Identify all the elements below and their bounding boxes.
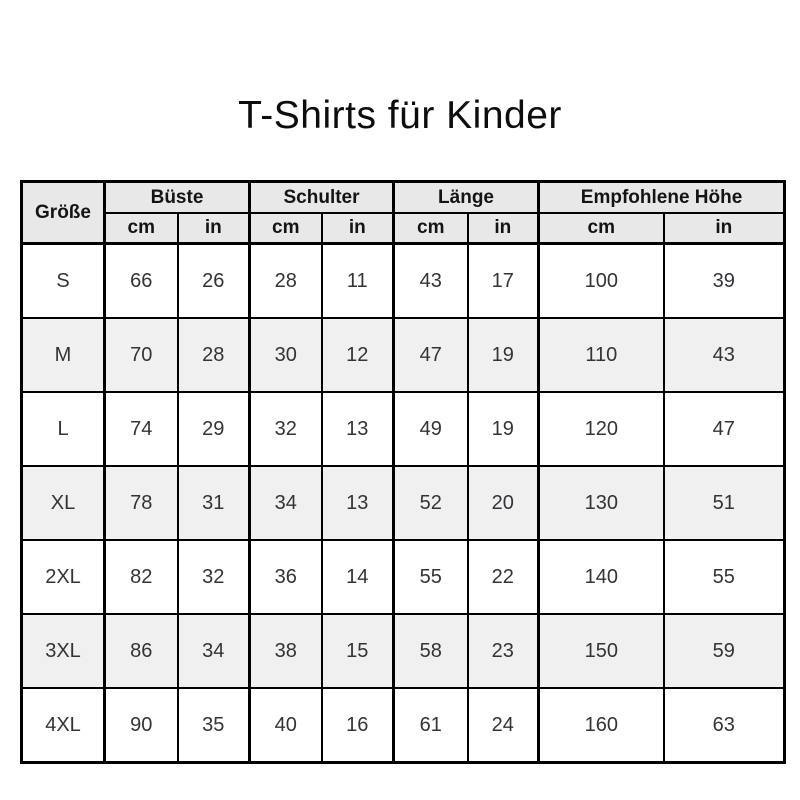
size-table-body — [22, 244, 785, 763]
value-cell: 140 — [539, 540, 664, 614]
table-row — [22, 318, 785, 392]
value-cell: 47 — [394, 318, 468, 392]
value-cell: 55 — [664, 540, 785, 614]
table-row — [22, 688, 785, 763]
value-cell: 13 — [322, 392, 394, 466]
value-cell: 110 — [539, 318, 664, 392]
unit-header: cm — [105, 213, 178, 244]
table-row — [22, 466, 785, 540]
value-cell: 82 — [105, 540, 178, 614]
table-row — [22, 540, 785, 614]
unit-header: in — [468, 213, 539, 244]
value-cell: 17 — [468, 244, 539, 319]
value-cell: 23 — [468, 614, 539, 688]
unit-header: in — [664, 213, 785, 244]
value-cell: 32 — [250, 392, 322, 466]
size-cell: L — [22, 392, 105, 466]
value-cell: 120 — [539, 392, 664, 466]
unit-header: cm — [539, 213, 664, 244]
value-cell: 30 — [250, 318, 322, 392]
value-cell: 61 — [394, 688, 468, 763]
column-group-length: Länge — [394, 182, 539, 214]
value-cell: 36 — [250, 540, 322, 614]
unit-header: cm — [250, 213, 322, 244]
value-cell: 19 — [468, 392, 539, 466]
value-cell: 100 — [539, 244, 664, 319]
size-cell: XL — [22, 466, 105, 540]
value-cell: 43 — [394, 244, 468, 319]
value-cell: 22 — [468, 540, 539, 614]
size-cell: S — [22, 244, 105, 319]
value-cell: 15 — [322, 614, 394, 688]
page-title: T-Shirts für Kinder — [238, 94, 562, 137]
unit-header: in — [178, 213, 250, 244]
value-cell: 11 — [322, 244, 394, 319]
value-cell: 52 — [394, 466, 468, 540]
column-group-bust: Büste — [105, 182, 250, 214]
value-cell: 160 — [539, 688, 664, 763]
value-cell: 66 — [105, 244, 178, 319]
table-row — [22, 614, 785, 688]
value-cell: 59 — [664, 614, 785, 688]
value-cell: 24 — [468, 688, 539, 763]
column-group-shoulder: Schulter — [250, 182, 394, 214]
column-group-recommended-height: Empfohlene Höhe — [539, 182, 785, 214]
size-chart-table — [20, 180, 786, 764]
value-cell: 29 — [178, 392, 250, 466]
value-cell: 51 — [664, 466, 785, 540]
size-cell: 2XL — [22, 540, 105, 614]
value-cell: 28 — [178, 318, 250, 392]
value-cell: 19 — [468, 318, 539, 392]
value-cell: 130 — [539, 466, 664, 540]
value-cell: 39 — [664, 244, 785, 319]
value-cell: 74 — [105, 392, 178, 466]
value-cell: 55 — [394, 540, 468, 614]
value-cell: 49 — [394, 392, 468, 466]
value-cell: 16 — [322, 688, 394, 763]
value-cell: 34 — [178, 614, 250, 688]
size-cell: 4XL — [22, 688, 105, 763]
value-cell: 58 — [394, 614, 468, 688]
value-cell: 20 — [468, 466, 539, 540]
value-cell: 63 — [664, 688, 785, 763]
value-cell: 78 — [105, 466, 178, 540]
value-cell: 70 — [105, 318, 178, 392]
size-cell: 3XL — [22, 614, 105, 688]
value-cell: 40 — [250, 688, 322, 763]
table-row — [22, 392, 785, 466]
value-cell: 43 — [664, 318, 785, 392]
size-chart-header — [22, 182, 785, 244]
table-row — [22, 244, 785, 319]
value-cell: 13 — [322, 466, 394, 540]
value-cell: 90 — [105, 688, 178, 763]
value-cell: 34 — [250, 466, 322, 540]
size-cell: M — [22, 318, 105, 392]
value-cell: 150 — [539, 614, 664, 688]
value-cell: 26 — [178, 244, 250, 319]
value-cell: 86 — [105, 614, 178, 688]
value-cell: 47 — [664, 392, 785, 466]
column-group-row — [22, 182, 785, 214]
value-cell: 31 — [178, 466, 250, 540]
value-cell: 35 — [178, 688, 250, 763]
value-cell: 12 — [322, 318, 394, 392]
value-cell: 38 — [250, 614, 322, 688]
unit-header-row — [22, 213, 785, 244]
value-cell: 14 — [322, 540, 394, 614]
value-cell: 28 — [250, 244, 322, 319]
corner-header-size: Größe — [22, 182, 105, 244]
value-cell: 32 — [178, 540, 250, 614]
unit-header: in — [322, 213, 394, 244]
unit-header: cm — [394, 213, 468, 244]
